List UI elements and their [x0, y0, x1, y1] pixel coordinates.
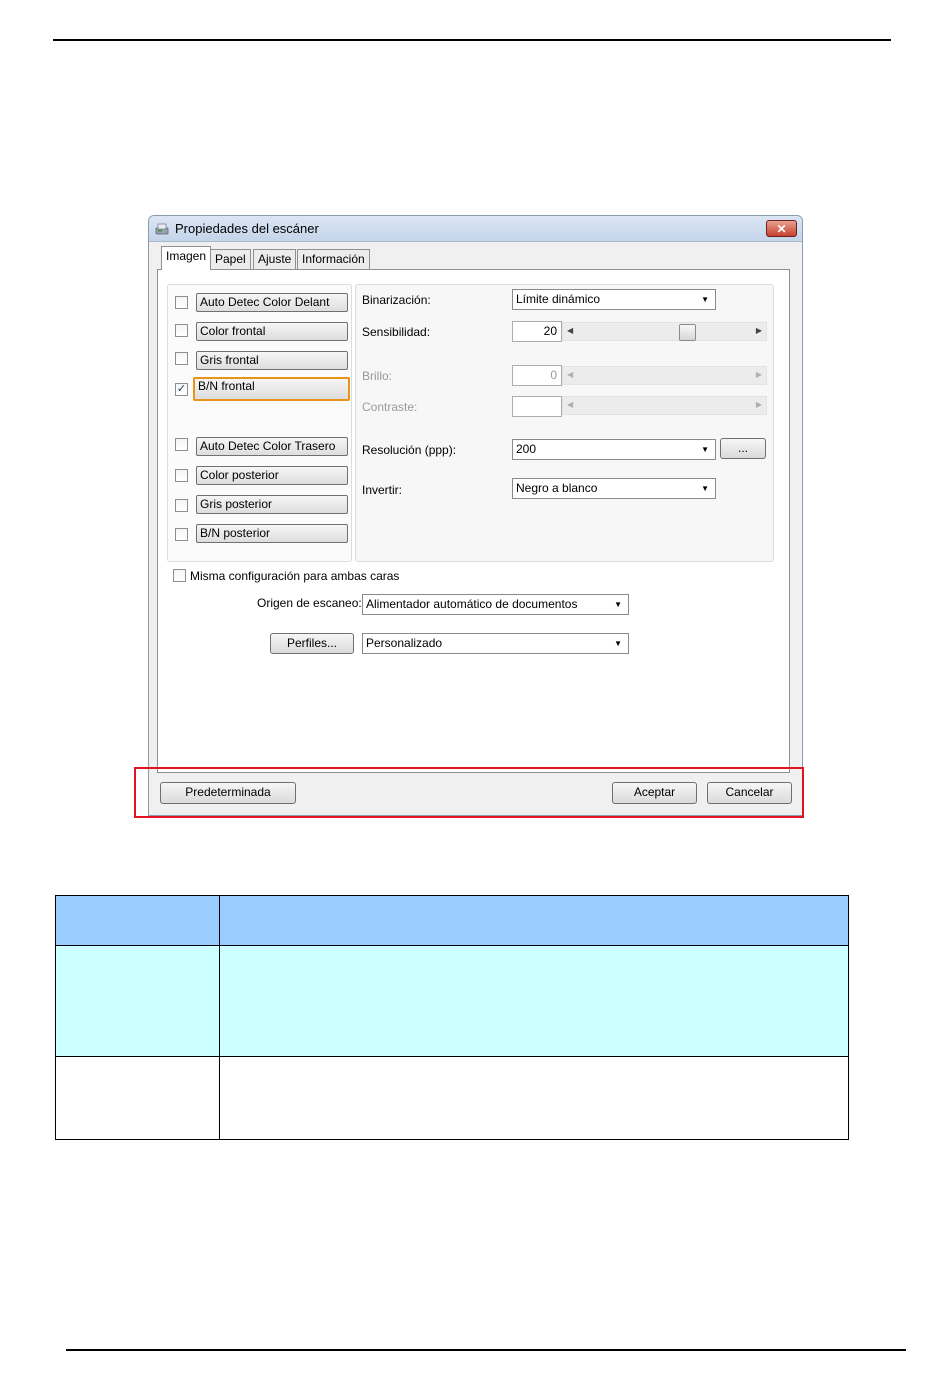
window-title: Propiedades del escáner — [175, 221, 319, 236]
arrow-left-icon[interactable]: ◀ — [567, 326, 574, 335]
scanner-properties-dialog — [148, 215, 803, 816]
image-type-checkbox[interactable] — [175, 296, 188, 309]
image-type-checkbox[interactable] — [175, 469, 188, 482]
profiles-select[interactable] — [362, 633, 629, 654]
brightness-slider — [562, 366, 767, 385]
image-type-checkbox[interactable] — [175, 499, 188, 512]
ok-button[interactable]: Aceptar — [612, 782, 697, 804]
image-type-button-selected[interactable]: B/N frontal — [193, 377, 350, 401]
table-column-divider — [219, 896, 220, 1139]
sensitivity-slider[interactable] — [562, 322, 767, 341]
brightness-label: Brillo: — [362, 369, 393, 383]
profiles-value: Personalizado — [366, 636, 443, 650]
slider-thumb[interactable] — [679, 324, 696, 341]
resolution-select[interactable] — [512, 439, 716, 460]
footer-highlight-box — [134, 767, 804, 818]
image-type-button[interactable]: Auto Detec Color Trasero — [196, 437, 348, 456]
scan-source-select[interactable] — [362, 594, 629, 615]
chevron-down-icon: ▼ — [614, 600, 622, 609]
resolution-value: 200 — [516, 442, 537, 456]
chevron-down-icon: ▼ — [701, 445, 709, 454]
table-header-row — [56, 896, 848, 946]
binarization-value: Límite dinámico — [516, 292, 601, 306]
binarization-label: Binarización: — [362, 293, 431, 307]
sensitivity-input[interactable]: 20 — [512, 321, 562, 342]
default-button[interactable]: Predeterminada — [160, 782, 296, 804]
chevron-down-icon: ▼ — [614, 639, 622, 648]
same-settings-checkbox[interactable] — [173, 569, 186, 582]
description-table — [55, 895, 849, 1140]
image-type-button[interactable]: Auto Detec Color Delant — [196, 293, 348, 312]
bottom-rule — [66, 1349, 906, 1351]
table-row — [56, 1057, 848, 1139]
arrow-right-icon: ▶ — [755, 370, 762, 379]
image-type-checkbox[interactable] — [175, 324, 188, 337]
image-type-checkbox-checked[interactable]: ✓ — [176, 383, 187, 395]
cancel-button[interactable]: Cancelar — [707, 782, 792, 804]
image-type-checkbox[interactable] — [175, 528, 188, 541]
sensitivity-label: Sensibilidad: — [362, 325, 431, 339]
tab-ajuste[interactable]: Ajuste — [253, 249, 296, 269]
arrow-left-icon: ◀ — [567, 370, 574, 379]
table-row — [56, 946, 848, 1057]
invert-value: Negro a blanco — [516, 481, 598, 495]
contrast-input — [512, 396, 562, 417]
resolution-label: Resolución (ppp): — [362, 443, 457, 457]
image-type-checkbox[interactable] — [175, 352, 188, 365]
contrast-slider — [562, 396, 767, 415]
tab-imagen[interactable]: Imagen — [161, 246, 211, 270]
tab-papel[interactable]: Papel — [210, 249, 251, 269]
resolution-more-button[interactable]: ... — [720, 438, 766, 459]
image-type-button[interactable]: Gris frontal — [196, 351, 348, 370]
brightness-input: 0 — [512, 365, 562, 386]
binarization-select[interactable] — [512, 289, 716, 310]
scan-source-label: Origen de escaneo: — [257, 596, 362, 610]
tab-informacion[interactable]: Información — [297, 249, 370, 269]
image-type-button[interactable]: Color frontal — [196, 322, 348, 341]
arrow-right-icon[interactable]: ▶ — [755, 326, 762, 335]
image-type-button[interactable]: Color posterior — [196, 466, 348, 485]
scanner-icon — [155, 222, 169, 236]
invert-label: Invertir: — [362, 483, 403, 497]
chevron-down-icon: ▼ — [701, 295, 709, 304]
close-button[interactable]: ✕ — [766, 220, 797, 237]
scan-source-value: Alimentador automático de documentos — [366, 597, 578, 611]
same-settings-label: Misma configuración para ambas caras — [190, 569, 400, 583]
profiles-button[interactable]: Perfiles... — [270, 633, 354, 654]
image-type-checkbox[interactable] — [175, 438, 188, 451]
title-bar[interactable] — [149, 216, 802, 242]
image-type-button[interactable]: Gris posterior — [196, 495, 348, 514]
invert-select[interactable] — [512, 478, 716, 499]
arrow-right-icon: ▶ — [755, 400, 762, 409]
contrast-label: Contraste: — [362, 400, 418, 414]
top-rule — [53, 39, 891, 41]
arrow-left-icon: ◀ — [567, 400, 574, 409]
image-type-button[interactable]: B/N posterior — [196, 524, 348, 543]
chevron-down-icon: ▼ — [701, 484, 709, 493]
